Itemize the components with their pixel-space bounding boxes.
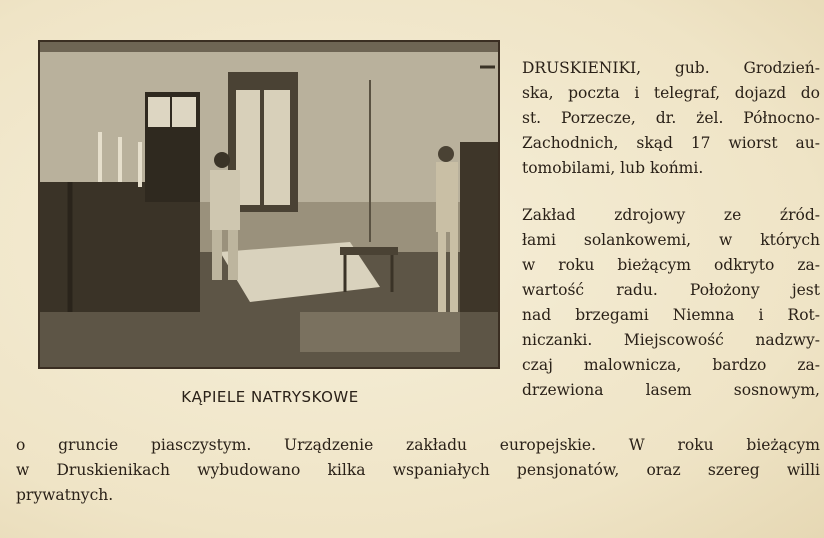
description-column [522, 56, 820, 403]
column-line: tomobilami, lub końmi. [522, 159, 704, 177]
wide-line: prywatnych. [16, 486, 114, 504]
column-line: st. Porzecze, dr. żel. Północno- [522, 109, 820, 127]
wide-line: o gruncie piasczystym. Urządzenie zakładu europejskie. W roku bieżącym [16, 436, 820, 454]
column-line: Zachodnich, skąd 17 wiorst au- [522, 134, 820, 152]
bath-shower-photo [38, 40, 500, 369]
column-line: w roku bieżącym odkryto za- [522, 256, 820, 274]
column-line: drzewiona lasem sosnowym, [522, 381, 820, 399]
wide-line: w Druskienikach wybudowano kilka wspaniałych pensjonatów, oraz szereg willi [16, 461, 820, 479]
description-continued [16, 433, 820, 508]
column-line: czaj malownicza, bardzo za- [522, 356, 820, 374]
photo-caption: KĄPIELE NATRYSKOWE [181, 388, 359, 406]
column-line: Zakład zdrojowy ze źród- [522, 206, 820, 224]
column-line: niczanki. Miejscowość nadzwy- [522, 331, 820, 349]
column-line: nad brzegami Niemna i Rot- [522, 306, 820, 324]
column-line: wartość radu. Położony jest [522, 281, 820, 299]
column-line: DRUSKIENIKI, gub. Grodzień- [522, 59, 820, 77]
column-line: łami solankowemi, w których [522, 231, 820, 249]
column-line: ska, poczta i telegraf, dojazd do [522, 84, 820, 102]
